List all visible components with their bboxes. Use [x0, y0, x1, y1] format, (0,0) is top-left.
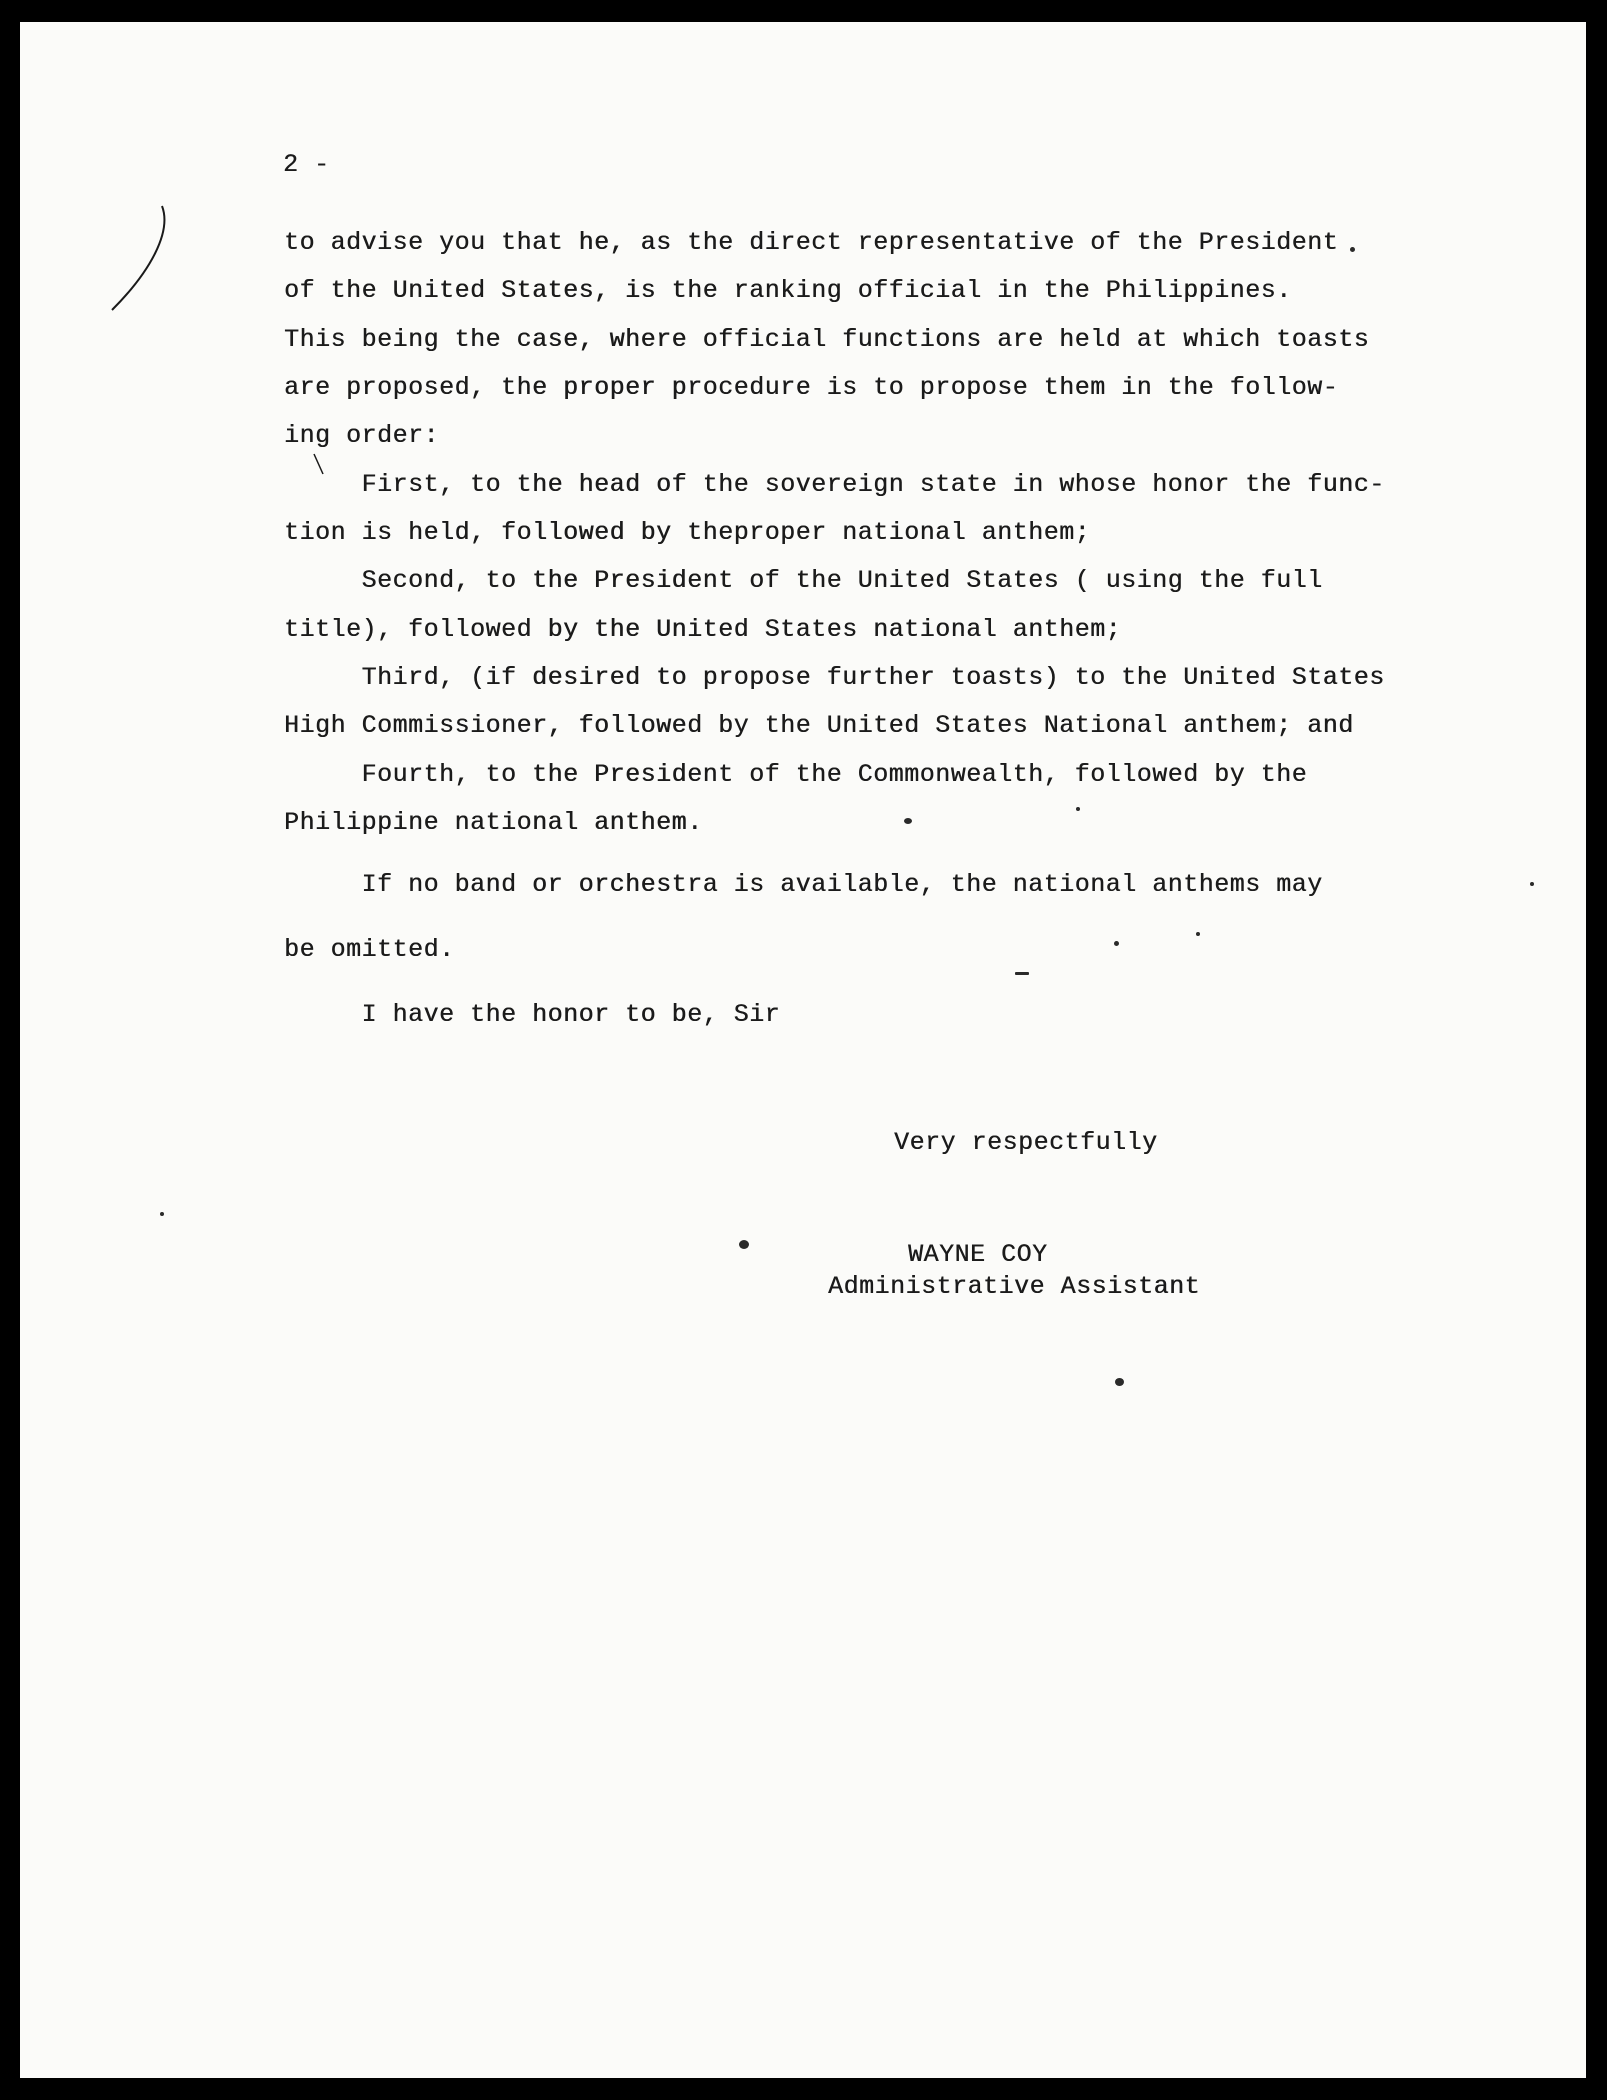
ink-speck	[1115, 1378, 1124, 1386]
closing: Very respectfully	[894, 1128, 1158, 1157]
body-line-1: to advise you that he, as the direct representative of the President	[284, 228, 1339, 257]
signer-title: Administrative Assistant	[828, 1272, 1201, 1301]
no-band-line-1: If no band or orchestra is available, the national anthems may	[284, 870, 1323, 899]
body-line-7: tion is held, followed by theproper national anthem;	[284, 518, 1091, 547]
ink-speck	[160, 1212, 164, 1216]
body-line-13: Philippine national anthem.	[284, 808, 703, 837]
body-line-9: title), followed by the United States national anthem;	[284, 615, 1122, 644]
body-line-6: First, to the head of the sovereign state in whose honor the func-	[284, 470, 1385, 499]
ink-speck	[1015, 972, 1029, 975]
ink-speck	[1350, 247, 1355, 252]
ink-speck	[1076, 807, 1080, 811]
ink-speck	[739, 1240, 749, 1249]
body-line-10: Third, (if desired to propose further toasts) to the United States	[284, 663, 1385, 692]
ink-speck	[1196, 932, 1200, 936]
ink-speck	[1530, 882, 1534, 886]
ink-speck	[1114, 941, 1119, 946]
body-line-3: This being the case, where official functions are held at which toasts	[284, 325, 1370, 354]
body-line-11: High Commissioner, followed by the United States National anthem; and	[284, 711, 1354, 740]
no-band-line-2: be omitted.	[284, 935, 455, 964]
signer-name: WAYNE COY	[908, 1240, 1048, 1269]
document-page	[20, 22, 1586, 2078]
body-line-5: ing order:	[284, 421, 440, 450]
page-number: 2 -	[283, 150, 330, 179]
body-line-4: are proposed, the proper procedure is to propose them in the follow-	[284, 373, 1339, 402]
body-line-12: Fourth, to the President of the Commonwealth, followed by the	[284, 760, 1308, 789]
body-line-2: of the United States, is the ranking official in the Philippines.	[284, 276, 1292, 305]
courtesy-line: I have the honor to be, Sir	[284, 1000, 781, 1029]
ink-speck	[904, 818, 912, 824]
body-line-8: Second, to the President of the United States ( using the full	[284, 566, 1323, 595]
